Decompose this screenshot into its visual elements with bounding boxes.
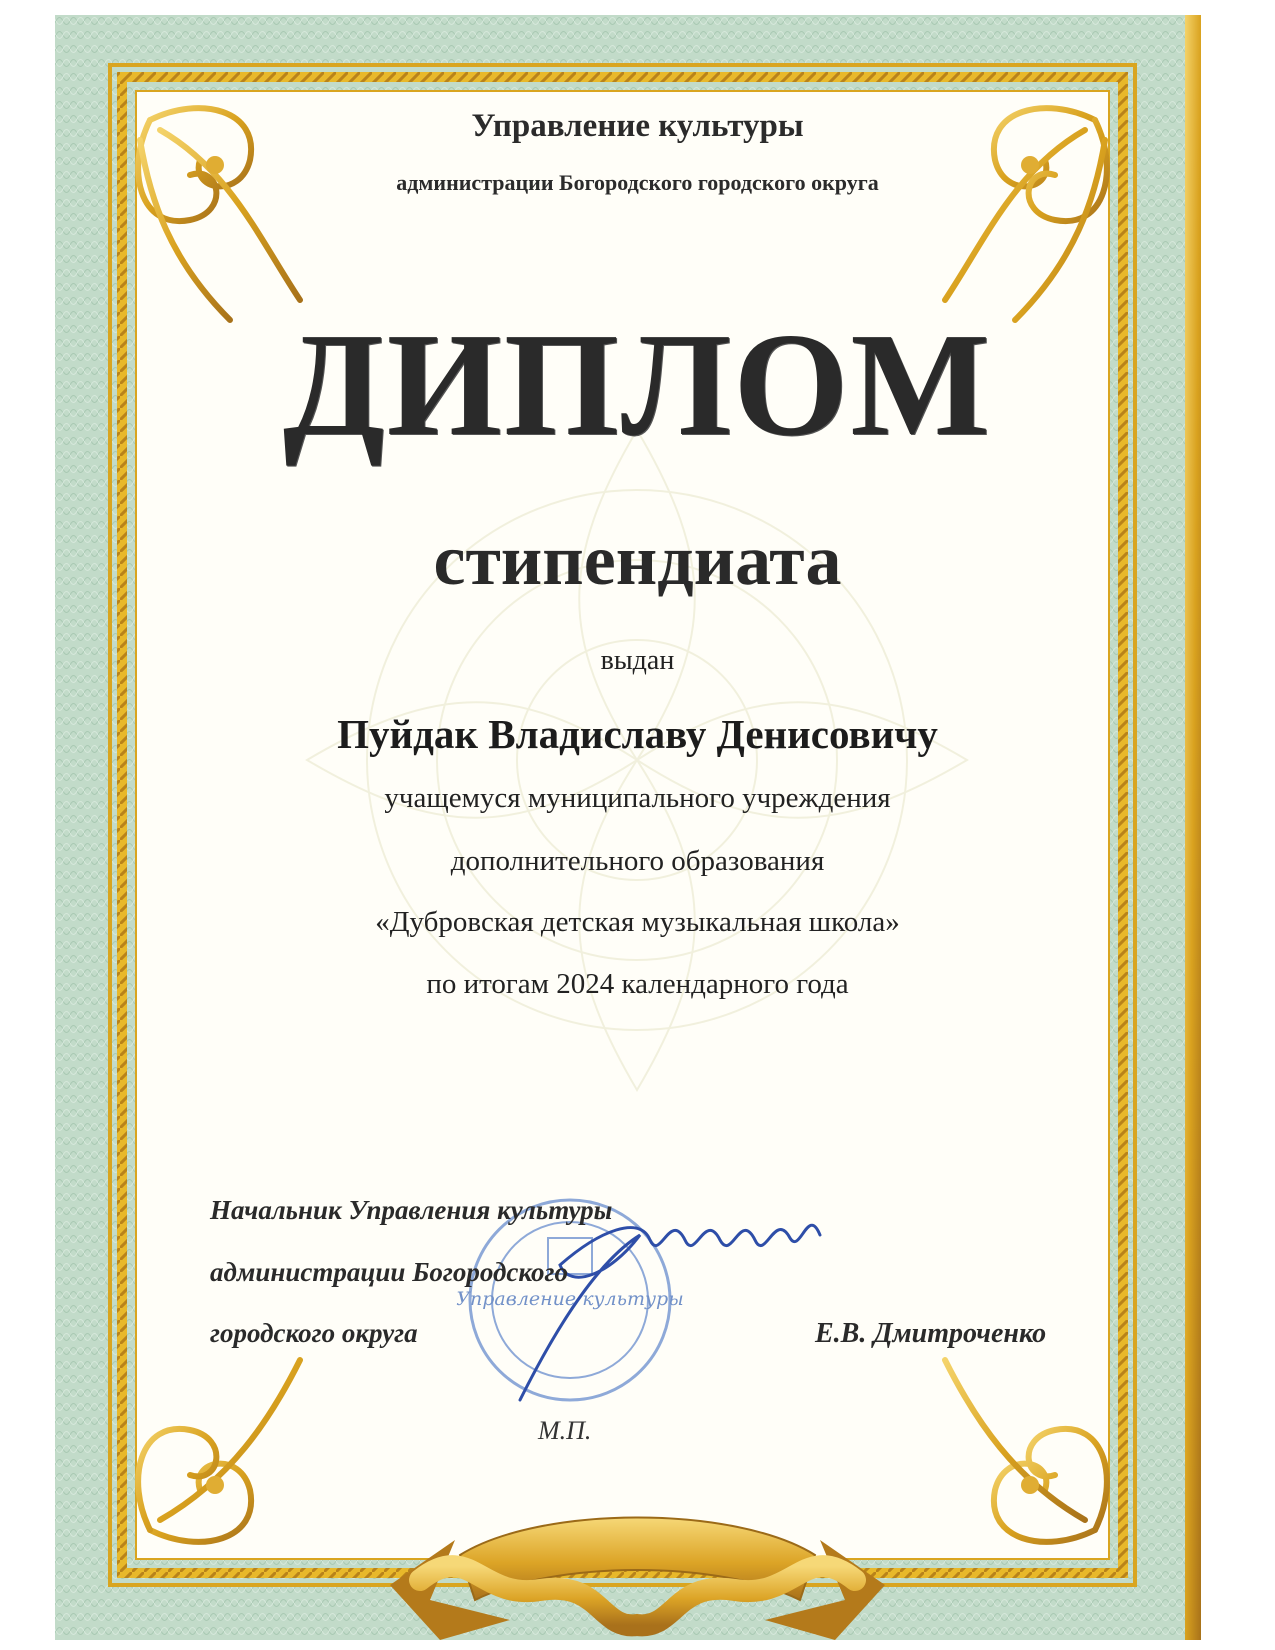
seal-mark: М.П. <box>538 1416 592 1445</box>
signer-name: Е.В. Дмитроченко <box>815 1318 1047 1349</box>
body-line-1: учащемуся муниципального учреждения <box>384 782 891 814</box>
issued-label: выдан <box>600 645 675 676</box>
signer-position-line-1: Начальник Управления культуры <box>210 1195 613 1225</box>
org-line-1: Управление культуры <box>471 108 804 144</box>
body-line-4: по итогам 2024 календарного года <box>426 968 849 1000</box>
org-line-2: администрации Богородского городского округа <box>396 170 879 195</box>
body-line-2: дополнительного образования <box>450 845 825 877</box>
stamp-text: Управление культуры <box>456 1288 684 1310</box>
recipient-name: Пуйдак Владиславу Денисовичу <box>337 711 938 757</box>
signer-position-line-3: городского округа <box>210 1318 418 1348</box>
signer-position-line-2: администрации Богородского <box>210 1257 568 1287</box>
diploma-title: ДИПЛОМ <box>282 303 993 467</box>
body-line-3: «Дубровская детская музыкальная школа» <box>375 906 900 938</box>
diploma-subtitle: стипендиата <box>433 520 842 600</box>
